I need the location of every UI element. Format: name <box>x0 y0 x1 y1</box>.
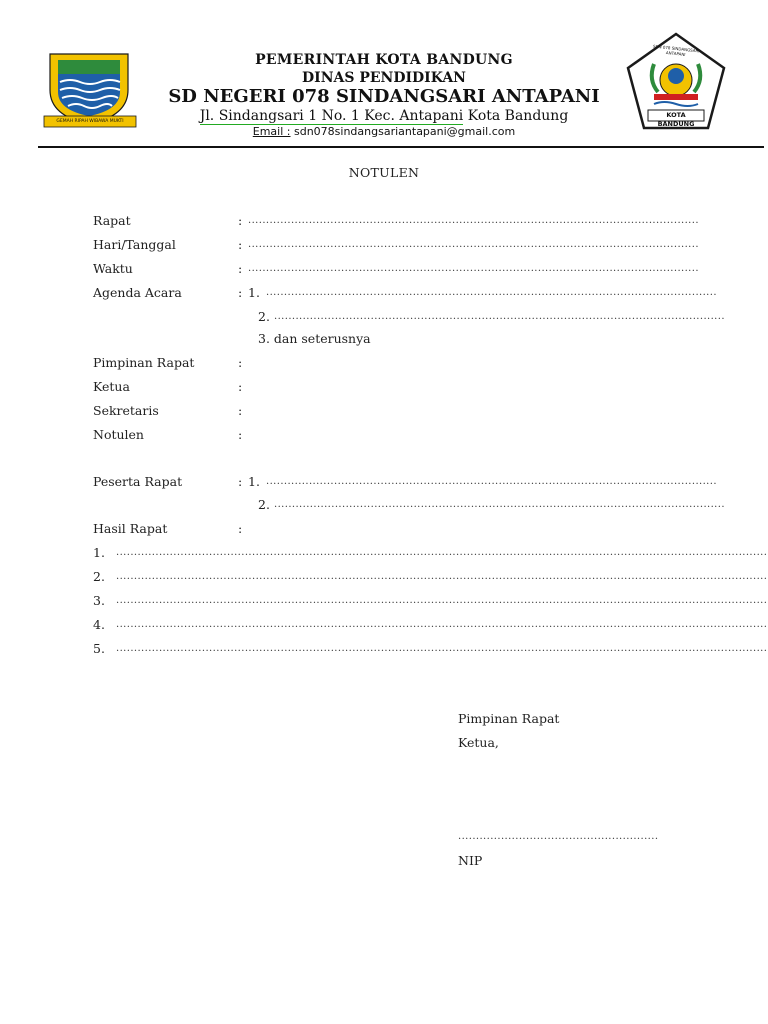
colon: : <box>238 427 243 442</box>
address-street: Jl. Sindangsari 1 No. 1 Kec. Antapani <box>199 108 464 124</box>
hasil-number: 5. <box>93 641 105 656</box>
label-sekretaris: Sekretaris <box>93 403 159 418</box>
fill-line-peserta-2: .............................................................................................................................. <box>274 499 725 510</box>
address-city: Kota Bandung <box>463 108 569 124</box>
emblem-motto: GEMAH RIPAH WIBAWA MUKTI <box>56 119 124 124</box>
label-hari-tanggal: Hari/Tanggal <box>93 237 176 252</box>
fill-line-hasil: ...................................................................................................................................................................................... <box>116 619 768 630</box>
fill-line-agenda-1: .............................................................................................................................. <box>266 287 717 298</box>
colon: : <box>238 379 243 394</box>
label-waktu: Waktu <box>93 261 133 276</box>
fill-line-peserta-1: .............................................................................................................................. <box>266 476 717 487</box>
hasil-number: 3. <box>93 593 105 608</box>
hasil-number: 1. <box>93 545 105 560</box>
header-government: PEMERINTAH KOTA BANDUNG <box>255 52 513 68</box>
colon: : <box>238 261 243 276</box>
colon: : <box>238 521 243 536</box>
school-emblem-ring-text: SDN 078 SINDANGSARI ANTAPANI <box>652 43 700 57</box>
label-peserta-rapat: Peserta Rapat <box>93 474 183 489</box>
signature-name-line: ........................................................ <box>458 831 659 842</box>
fill-line-hasil: ...................................................................................................................................................................................... <box>116 643 768 654</box>
header-school-name: SD NEGERI 078 SINDANGSARI ANTAPANI <box>168 86 600 107</box>
fill-line-waktu: .............................................................................................................................. <box>248 263 699 274</box>
hasil-number: 2. <box>93 569 105 584</box>
signature-nip: NIP <box>458 853 483 868</box>
fill-line-hasil: ...................................................................................................................................................................................... <box>116 595 768 606</box>
agenda-number-1: 1. <box>248 285 260 300</box>
colon: : <box>238 285 243 300</box>
colon: : <box>238 355 243 370</box>
peserta-number-1: 1. <box>248 474 260 489</box>
label-pimpinan-rapat: Pimpinan Rapat <box>93 355 195 370</box>
fill-line-hasil: ...................................................................................................................................................................................... <box>116 547 768 558</box>
peserta-number-2: 2. <box>258 497 270 512</box>
header-address <box>0 108 768 124</box>
hasil-number: 4. <box>93 617 105 632</box>
signature-role: Pimpinan Rapat <box>458 711 560 726</box>
label-agenda-acara: Agenda Acara <box>93 285 182 300</box>
header-department: DINAS PENDIDIKAN <box>302 70 466 86</box>
signature-title: Ketua, <box>458 735 499 750</box>
document-title: NOTULEN <box>348 165 420 180</box>
label-rapat: Rapat <box>93 213 131 228</box>
agenda-number-2: 2. <box>258 309 270 324</box>
email-value: sdn078sindangsariantapani@gmail.com <box>290 125 516 138</box>
fill-line-hari-tanggal: .............................................................................................................................. <box>248 239 699 250</box>
label-ketua: Ketua <box>93 379 130 394</box>
fill-line-rapat: .............................................................................................................................. <box>248 215 699 226</box>
header-email <box>0 125 768 138</box>
colon: : <box>238 474 243 489</box>
agenda-item-3: 3. dan seterusnya <box>258 331 371 346</box>
label-notulen: Notulen <box>93 427 144 442</box>
school-emblem-caption: KOTA BANDUNG <box>657 111 695 128</box>
colon: : <box>238 237 243 252</box>
colon: : <box>238 213 243 228</box>
email-label: Email : <box>252 125 291 138</box>
header-divider <box>38 146 764 148</box>
fill-line-hasil: ...................................................................................................................................................................................... <box>116 571 768 582</box>
fill-line-agenda-2: .............................................................................................................................. <box>274 311 725 322</box>
label-hasil-rapat: Hasil Rapat <box>93 521 168 536</box>
colon: : <box>238 403 243 418</box>
